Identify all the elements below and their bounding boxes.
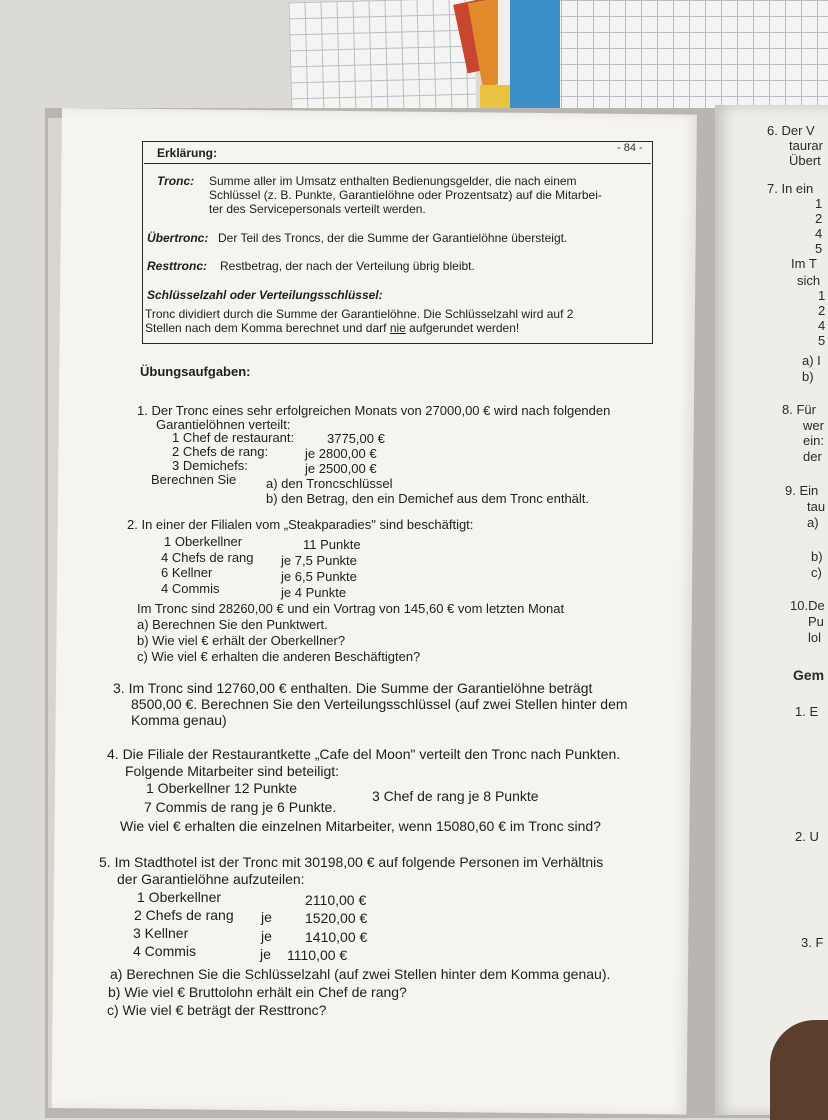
binder-tab-yellow	[480, 85, 510, 110]
right-page-fragment: 2. U	[795, 829, 819, 844]
def-tronc-line: ter des Servicepersonals verteilt werden.	[209, 202, 426, 216]
right-page-fragment: sich	[797, 273, 821, 288]
right-page-fragment: ein:	[803, 433, 824, 448]
term-uebertronc: Übertronc:	[147, 231, 209, 245]
right-page	[715, 105, 828, 1115]
exercise-1-item: 3 Demichefs:	[172, 458, 248, 473]
exercise-4-item: 1 Oberkellner 12 Punkte	[146, 780, 297, 796]
right-page-fragment: a) I	[802, 353, 821, 368]
right-page-fragment: 2	[815, 211, 823, 226]
page-number: - 84 -	[617, 142, 643, 154]
exercise-2-task-a: a) Berechnen Sie den Punktwert.	[137, 617, 328, 632]
exercise-5-value: 1410,00 €	[305, 929, 368, 945]
right-page-fragment: 2	[818, 303, 826, 318]
right-page-fragment: Übert	[789, 153, 821, 168]
right-page-fragment: Im T	[791, 256, 817, 271]
exercise-4-line: Wie viel € erhalten die einzelnen Mitarbeiter, wenn 15080,60 € im Tronc sind?	[120, 818, 601, 834]
exercise-2-task-b: b) Wie viel € erhält der Oberkellner?	[137, 633, 346, 648]
right-page-fragment: lol	[808, 630, 822, 645]
exercise-5-task-c: c) Wie viel € beträgt der Resttronc?	[107, 1002, 327, 1018]
right-page-fragment: 1. E	[795, 704, 819, 719]
exercise-2-line: Im Tronc sind 28260,00 € und ein Vortrag von 145,60 € vom letzten Monat	[137, 601, 565, 616]
exercise-2-item: 4 Commis	[161, 581, 220, 596]
exercise-1-task-a: a) den Troncschlüssel	[266, 476, 393, 491]
exercise-5-je: je	[260, 946, 271, 962]
right-page-fragment: Pu	[808, 614, 824, 629]
right-page-fragment: b)	[802, 369, 814, 384]
right-page-fragment: 1	[818, 288, 826, 303]
exercise-1-line: 1. Der Tronc eines sehr erfolgreichen Monats von 27000,00 € wird nach folgenden	[137, 403, 611, 418]
right-page-fragment: wer	[803, 418, 824, 433]
exercise-5-value: 1520,00 €	[305, 910, 368, 926]
exercise-5-item: 3 Kellner	[133, 925, 189, 941]
exercise-5-je: je	[261, 928, 272, 944]
grid-paper-sheet	[545, 0, 828, 120]
right-page-fragment: 5	[818, 333, 826, 348]
term-schluesselzahl: Schlüsselzahl oder Verteilungsschlüssel:	[147, 288, 383, 302]
exercise-1-value: je 2800,00 €	[305, 446, 377, 461]
exercise-1-line: Garantielöhnen verteilt:	[156, 417, 291, 432]
exercise-3-line: Komma genau)	[131, 712, 227, 728]
underlined-word: nie	[389, 321, 406, 335]
right-page-fragment: 4	[818, 318, 826, 333]
right-page-fragment: 1	[815, 196, 823, 211]
exercise-4-item: 7 Commis de rang je 6 Punkte.	[144, 799, 337, 815]
exercise-5-task-b: b) Wie viel € Bruttolohn erhält ein Chef de rang?	[108, 984, 407, 1000]
right-page-fragment: 9. Ein	[785, 483, 819, 498]
exercise-5-je: je	[261, 909, 272, 925]
exercise-4-line: Folgende Mitarbeiter sind beteiligt:	[125, 763, 340, 779]
exercise-5-line: der Garantielöhne aufzuteilen:	[117, 871, 305, 887]
exercise-2-value: je 6,5 Punkte	[281, 569, 357, 584]
exercise-1-task-b: b) den Betrag, den ein Demichef aus dem Tronc enthält.	[266, 491, 590, 506]
def-tronc-line: Schlüssel (z. B. Punkte, Garantielöhne oder Prozentsatz) auf die Mitarbei-	[209, 188, 602, 202]
right-page-fragment: 7. In ein	[767, 181, 814, 196]
term-resttronc: Resttronc:	[147, 259, 208, 273]
exercise-1-calc: Berechnen Sie	[151, 472, 237, 487]
exercise-1-item: 1 Chef de restaurant:	[172, 430, 295, 445]
exercise-2-task-c: c) Wie viel € erhalten die anderen Beschäftigten?	[137, 649, 421, 664]
exercise-1-item: 2 Chefs de rang:	[172, 444, 269, 459]
exercise-3-line: 3. Im Tronc sind 12760,00 € enthalten. Die Summe der Garantielöhne beträgt	[113, 680, 593, 696]
def-schluesselzahl-line: Tronc dividiert durch die Summe der Garantielöhne. Die Schlüsselzahl wird auf 2	[145, 307, 574, 321]
exercise-4-line: 4. Die Filiale der Restaurantkette „Cafe del Moon" verteilt den Tronc nach Punkten.	[107, 746, 621, 762]
right-page-fragment: tau	[807, 499, 826, 514]
exercise-5-line: 5. Im Stadthotel ist der Tronc mit 30198,00 € auf folgende Personen im Verhältnis	[99, 854, 604, 870]
right-page-fragment: 4	[815, 226, 823, 241]
exercise-2-item: 1 Oberkellner	[164, 534, 243, 549]
def-schluesselzahl-line	[145, 321, 519, 336]
grid-paper-sheet	[289, 0, 477, 117]
exercise-1-value: 3775,00 €	[327, 431, 385, 446]
exercise-1-value: je 2500,00 €	[305, 461, 377, 476]
exercise-5-value: 1110,00 €	[287, 947, 348, 963]
box-heading: Erklärung:	[157, 146, 218, 160]
def-tronc-line: Summe aller im Umsatz enthalten Bedienungsgelder, die nach einem	[209, 174, 577, 188]
exercise-4-item: 3 Chef de rang je 8 Punkte	[372, 788, 539, 804]
exercise-2-value: je 4 Punkte	[281, 585, 347, 600]
def-uebertronc: Der Teil des Troncs, der die Summe der Garantielöhne übersteigt.	[218, 231, 568, 245]
text-part: aufgerundet werden!	[405, 321, 520, 335]
exercise-5-item: 4 Commis	[133, 943, 197, 959]
right-page-fragment: 6. Der V	[767, 123, 815, 138]
exercise-2-line: 2. In einer der Filialen vom „Steakparadies" sind beschäftigt:	[127, 517, 474, 532]
exercises-heading: Übungsaufgaben:	[140, 364, 251, 379]
exercise-2-item: 4 Chefs de rang	[161, 550, 254, 565]
exercise-5-task-a: a) Berechnen Sie die Schlüsselzahl (auf zwei Stellen hinter dem Komma genau).	[110, 966, 611, 982]
right-page-fragment: der	[803, 449, 822, 464]
right-page-fragment: a)	[807, 515, 819, 530]
text-part: Stellen nach dem Komma berechnet und darf	[145, 321, 390, 335]
def-resttronc: Restbetrag, der nach der Verteilung übrig bleibt.	[220, 259, 475, 273]
binder-tab-blue	[510, 0, 560, 115]
right-page-fragment: Gem	[793, 667, 825, 683]
right-page-fragment: taurar	[789, 138, 823, 153]
exercise-3-line: 8500,00 €. Berechnen Sie den Verteilungsschlüssel (auf zwei Stellen hinter dem	[131, 696, 628, 712]
exercise-2-value: je 7,5 Punkte	[281, 553, 357, 568]
term-tronc: Tronc:	[157, 174, 195, 188]
box-divider	[144, 163, 651, 164]
exercise-2-value: 11 Punkte	[303, 537, 361, 552]
right-page-fragment: c)	[811, 565, 822, 580]
right-page-fragment: 8. Für	[782, 402, 816, 417]
right-page-fragment: 3. F	[801, 935, 824, 950]
right-page-fragment: 10.De	[790, 598, 825, 613]
exercise-2-item: 6 Kellner	[161, 565, 213, 580]
right-page-fragment: b)	[811, 549, 823, 564]
exercise-5-item: 1 Oberkellner	[137, 889, 222, 905]
exercise-5-item: 2 Chefs de rang	[134, 907, 234, 923]
right-page-fragment: 5	[815, 241, 823, 256]
exercise-5-value: 2110,00 €	[305, 892, 367, 908]
